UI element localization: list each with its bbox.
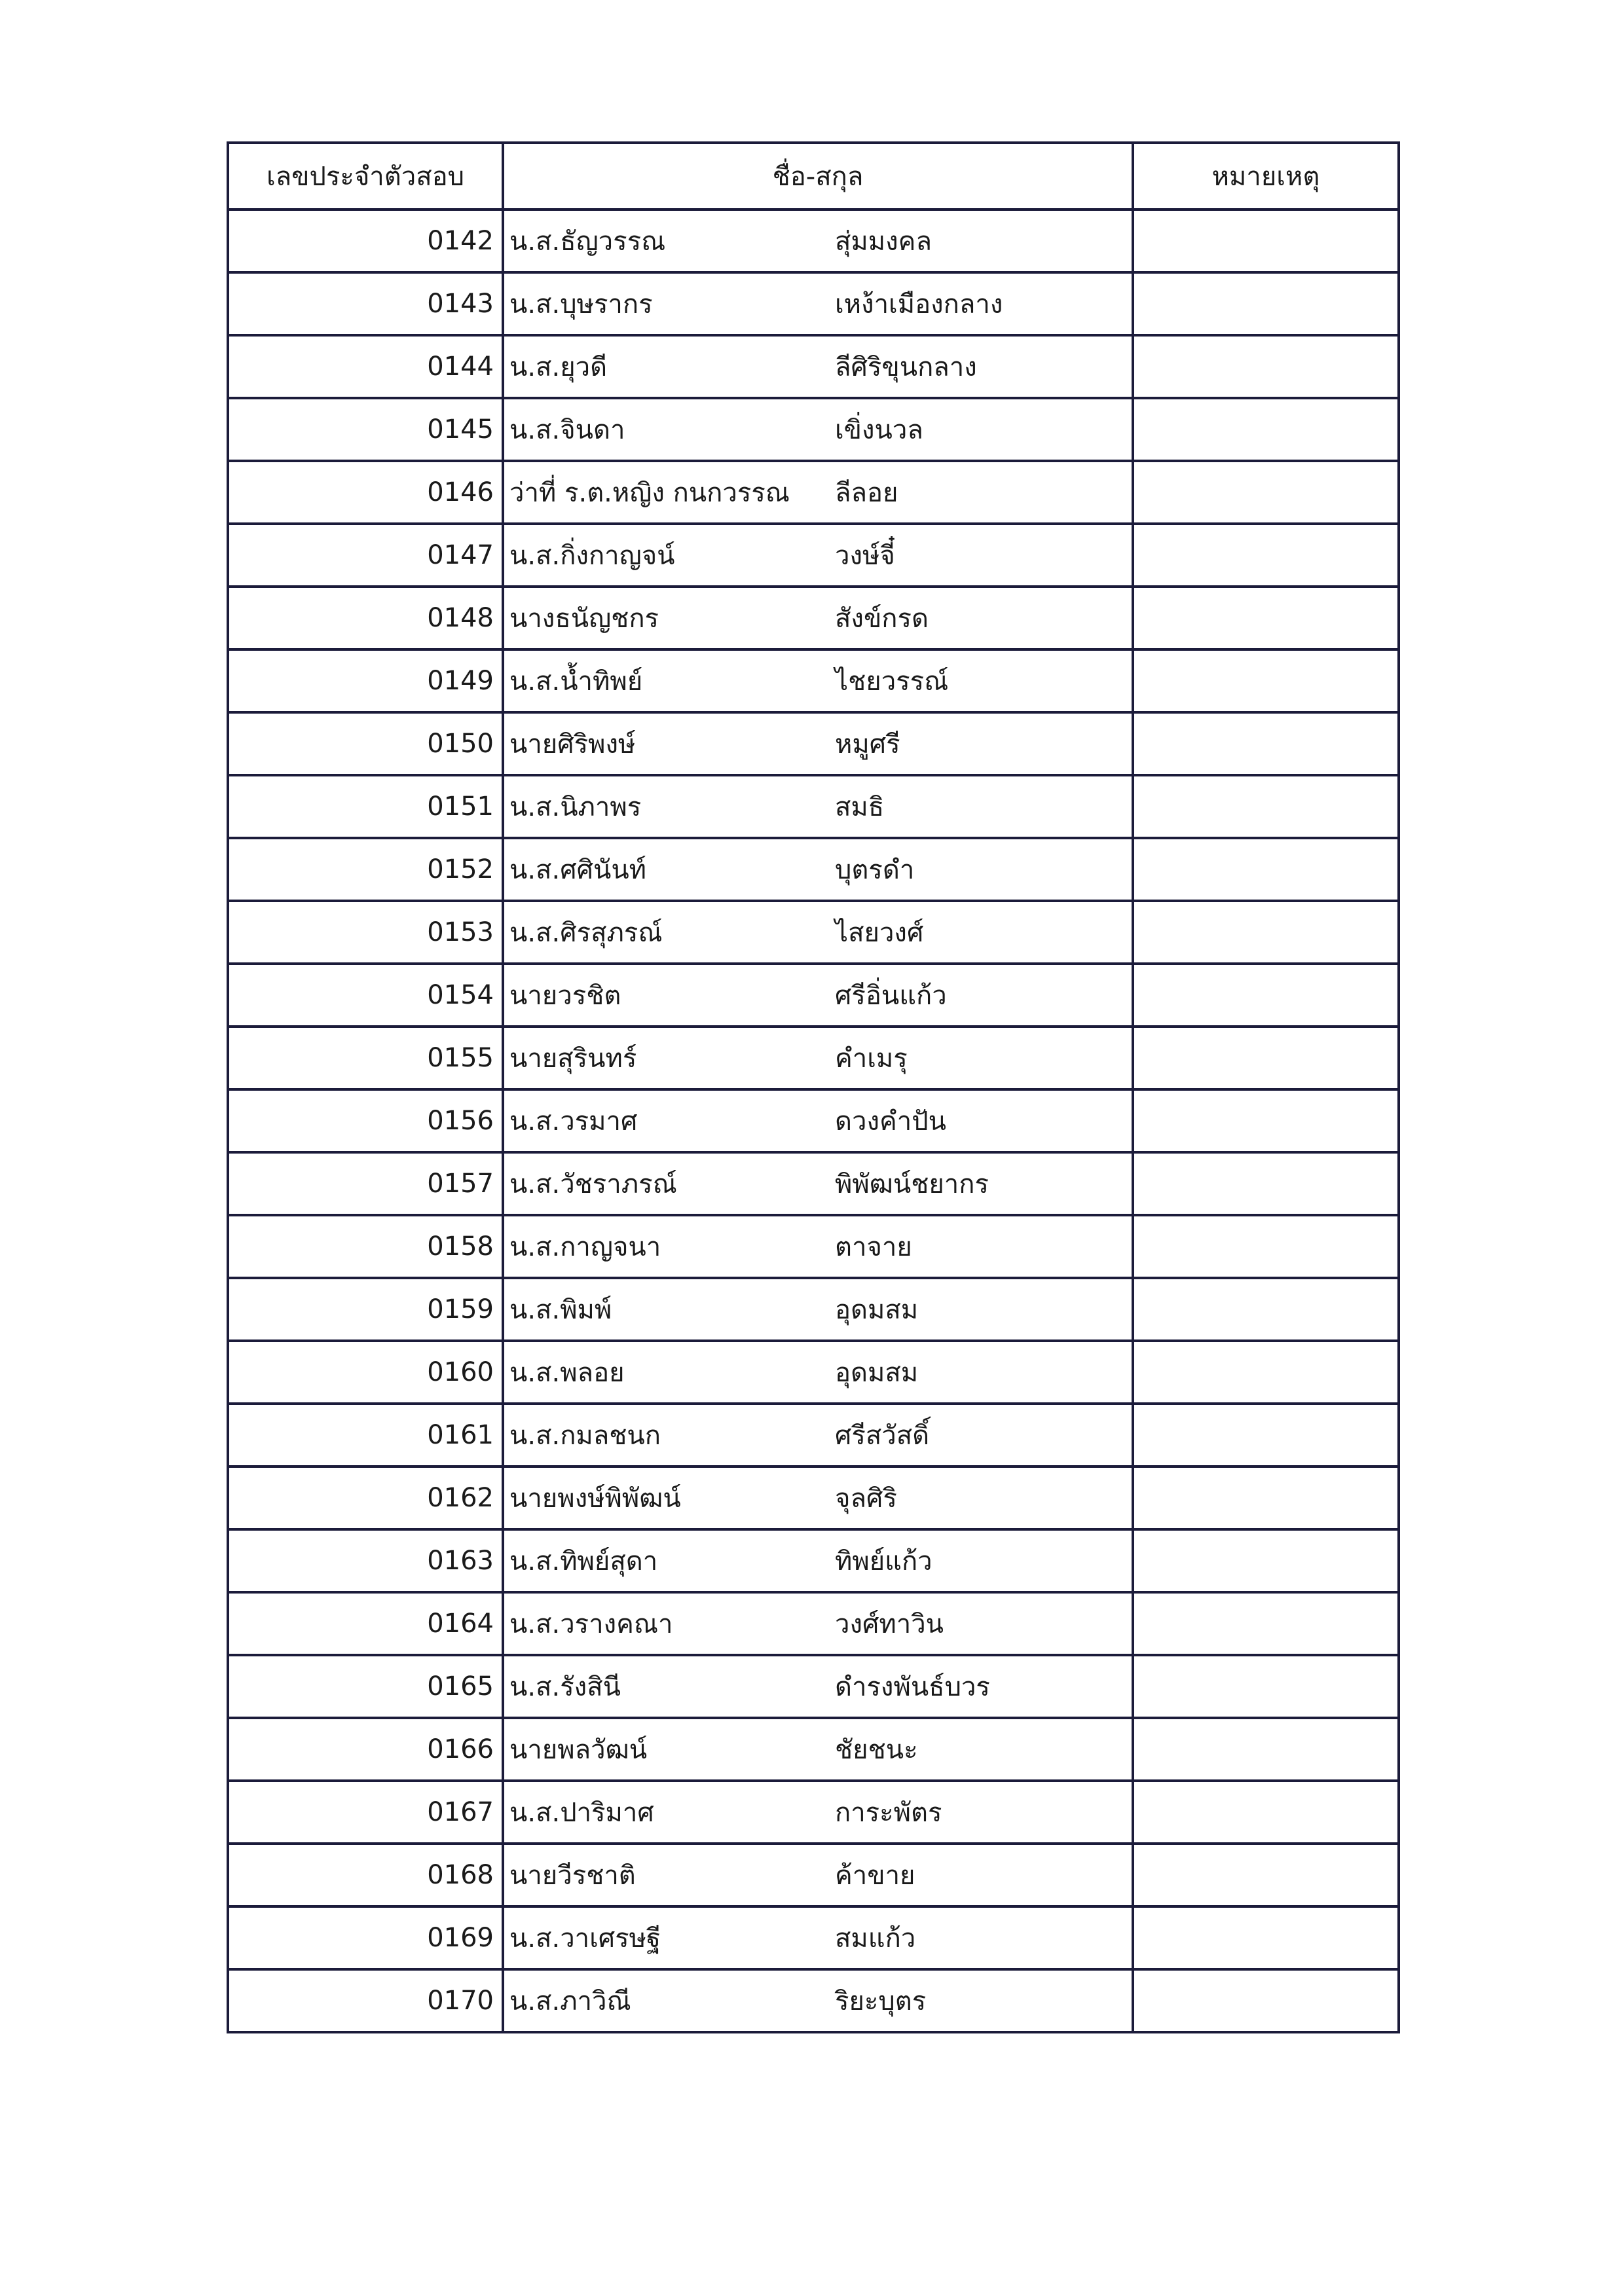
exam-id-cell: 0153 <box>228 901 503 964</box>
remarks-cell <box>1133 1089 1399 1152</box>
table-header-row <box>228 143 1399 210</box>
first-name: นายวรชิต <box>509 981 621 1011</box>
full-name-cell <box>503 838 1133 901</box>
remarks-cell <box>1133 838 1399 901</box>
first-name: นายพลวัฒน์ <box>509 1735 648 1765</box>
remarks-cell <box>1133 1215 1399 1278</box>
last-name: บุตรดำ <box>835 855 915 885</box>
full-name-cell <box>503 1152 1133 1215</box>
remarks-cell <box>1133 1844 1399 1906</box>
last-name: คำเมรุ <box>835 1044 908 1074</box>
exam-id-cell: 0159 <box>228 1278 503 1341</box>
header-remarks: หมายเหตุ <box>1133 143 1399 210</box>
table-body <box>228 210 1399 2032</box>
exam-id-cell: 0169 <box>228 1906 503 1969</box>
last-name: พิพัฒน์ชยากร <box>835 1169 989 1199</box>
last-name: จุลศิริ <box>835 1484 897 1514</box>
exam-id-cell: 0146 <box>228 461 503 524</box>
last-name: ค้าขาย <box>835 1861 915 1891</box>
last-name: สุ่มมงคล <box>835 227 932 257</box>
table-row <box>228 712 1399 775</box>
exam-id-cell: 0147 <box>228 524 503 587</box>
full-name-cell <box>503 1404 1133 1467</box>
remarks-cell <box>1133 1592 1399 1655</box>
exam-id-cell: 0151 <box>228 775 503 838</box>
exam-id-cell: 0160 <box>228 1341 503 1404</box>
remarks-cell <box>1133 649 1399 712</box>
table-row <box>228 1655 1399 1718</box>
remarks-cell <box>1133 398 1399 461</box>
exam-id-cell: 0158 <box>228 1215 503 1278</box>
remarks-cell <box>1133 1027 1399 1089</box>
table-row <box>228 587 1399 649</box>
first-name: น.ส.ปาริมาศ <box>509 1798 654 1828</box>
first-name: นางธนัญชกร <box>509 604 659 634</box>
last-name: ริยะบุตร <box>835 1986 927 2016</box>
table-row <box>228 1844 1399 1906</box>
table-row <box>228 1781 1399 1844</box>
exam-id-cell: 0162 <box>228 1467 503 1529</box>
full-name-cell <box>503 335 1133 398</box>
exam-id-cell: 0155 <box>228 1027 503 1089</box>
table-row <box>228 335 1399 398</box>
table-row <box>228 775 1399 838</box>
remarks-cell <box>1133 1969 1399 2032</box>
first-name: น.ส.พลอย <box>509 1358 625 1388</box>
first-name: น.ส.ทิพย์สุดา <box>509 1546 658 1576</box>
first-name: น.ส.วัชราภรณ์ <box>509 1169 677 1199</box>
remarks-cell <box>1133 1467 1399 1529</box>
full-name-cell <box>503 524 1133 587</box>
last-name: ตาจาย <box>835 1232 912 1262</box>
table-row <box>228 1592 1399 1655</box>
table-row <box>228 1718 1399 1781</box>
remarks-cell <box>1133 1152 1399 1215</box>
remarks-cell <box>1133 272 1399 335</box>
full-name-cell <box>503 649 1133 712</box>
remarks-cell <box>1133 210 1399 272</box>
first-name: น.ส.กาญจนา <box>509 1232 661 1262</box>
first-name: นายพงษ์พิพัฒน์ <box>509 1484 681 1514</box>
full-name-cell <box>503 1027 1133 1089</box>
remarks-cell <box>1133 1341 1399 1404</box>
table-row <box>228 1278 1399 1341</box>
exam-id-cell: 0166 <box>228 1718 503 1781</box>
last-name: ลีศิริขุนกลาง <box>835 352 977 382</box>
last-name: ดวงคำปัน <box>835 1106 946 1137</box>
last-name: ศรีสวัสดิ์ <box>835 1421 930 1451</box>
first-name: นายวีรชาติ <box>509 1861 636 1891</box>
exam-id-cell: 0150 <box>228 712 503 775</box>
remarks-cell <box>1133 1529 1399 1592</box>
last-name: ไชยวรรณ์ <box>835 666 949 697</box>
full-name-cell <box>503 398 1133 461</box>
full-name-cell <box>503 712 1133 775</box>
exam-id-cell: 0161 <box>228 1404 503 1467</box>
last-name: สมแก้ว <box>835 1923 916 1954</box>
full-name-cell <box>503 1969 1133 2032</box>
table-row <box>228 210 1399 272</box>
table-row <box>228 524 1399 587</box>
full-name-cell <box>503 1906 1133 1969</box>
last-name: การะพัตร <box>835 1798 942 1828</box>
table-row <box>228 1467 1399 1529</box>
table-row <box>228 1906 1399 1969</box>
first-name: น.ส.รังสินี <box>509 1672 621 1702</box>
remarks-cell <box>1133 964 1399 1027</box>
first-name: น.ส.พิมพ์ <box>509 1295 612 1325</box>
exam-id-cell: 0170 <box>228 1969 503 2032</box>
remarks-cell <box>1133 1655 1399 1718</box>
remarks-cell <box>1133 901 1399 964</box>
last-name: สังข์กรด <box>835 604 929 634</box>
exam-id-cell: 0163 <box>228 1529 503 1592</box>
full-name-cell <box>503 964 1133 1027</box>
table-row <box>228 1969 1399 2032</box>
first-name: น.ส.วรมาศ <box>509 1106 638 1137</box>
first-name: น.ส.ศิรสุภรณ์ <box>509 918 663 948</box>
full-name-cell <box>503 1781 1133 1844</box>
exam-id-cell: 0142 <box>228 210 503 272</box>
last-name: วงษ์จี๋ <box>835 541 895 571</box>
first-name: น.ส.ศศินันท์ <box>509 855 647 885</box>
remarks-cell <box>1133 461 1399 524</box>
exam-id-cell: 0165 <box>228 1655 503 1718</box>
table-row <box>228 1152 1399 1215</box>
full-name-cell <box>503 1655 1133 1718</box>
first-name: น.ส.กิ่งกาญจน์ <box>509 541 675 571</box>
table-row <box>228 964 1399 1027</box>
last-name: ไสยวงศ์ <box>835 918 924 948</box>
exam-id-cell: 0156 <box>228 1089 503 1152</box>
full-name-cell <box>503 1341 1133 1404</box>
table-row <box>228 901 1399 964</box>
first-name: น.ส.ภาวิณี <box>509 1986 631 2016</box>
first-name: น.ส.ยุวดี <box>509 352 608 382</box>
table-row <box>228 649 1399 712</box>
last-name: ชัยชนะ <box>835 1735 918 1765</box>
remarks-cell <box>1133 1278 1399 1341</box>
exam-id-cell: 0168 <box>228 1844 503 1906</box>
candidate-table <box>227 141 1400 2033</box>
last-name: ดำรงพันธ์บวร <box>835 1672 990 1702</box>
full-name-cell <box>503 775 1133 838</box>
first-name: น.ส.วาเศรษฐี <box>509 1923 661 1954</box>
full-name-cell <box>503 1592 1133 1655</box>
full-name-cell <box>503 1278 1133 1341</box>
first-name: น.ส.วรางคณา <box>509 1609 673 1639</box>
full-name-cell <box>503 1844 1133 1906</box>
last-name: ลีลอย <box>835 478 898 508</box>
last-name: วงศ์ทาวิน <box>835 1609 944 1639</box>
full-name-cell <box>503 461 1133 524</box>
full-name-cell <box>503 1529 1133 1592</box>
remarks-cell <box>1133 1404 1399 1467</box>
remarks-cell <box>1133 524 1399 587</box>
last-name: เหง้าเมืองกลาง <box>835 289 1003 319</box>
full-name-cell <box>503 272 1133 335</box>
last-name: หมูศรี <box>835 729 900 759</box>
first-name: น.ส.กมลชนก <box>509 1421 661 1451</box>
first-name: น.ส.บุษรากร <box>509 289 653 319</box>
table-row <box>228 461 1399 524</box>
header-full-name: ชื่อ-สกุล <box>503 143 1133 210</box>
exam-id-cell: 0144 <box>228 335 503 398</box>
first-name: นายสุรินทร์ <box>509 1044 637 1074</box>
table-row <box>228 1027 1399 1089</box>
full-name-cell <box>503 210 1133 272</box>
last-name: อุดมสม <box>835 1295 919 1325</box>
table-row <box>228 1529 1399 1592</box>
table-row <box>228 1404 1399 1467</box>
exam-id-cell: 0154 <box>228 964 503 1027</box>
table-row <box>228 1215 1399 1278</box>
full-name-cell <box>503 1089 1133 1152</box>
first-name: น.ส.จินดา <box>509 415 625 445</box>
exam-id-cell: 0157 <box>228 1152 503 1215</box>
remarks-cell <box>1133 1781 1399 1844</box>
exam-id-cell: 0164 <box>228 1592 503 1655</box>
last-name: ทิพย์แก้ว <box>835 1546 932 1576</box>
remarks-cell <box>1133 587 1399 649</box>
table-row <box>228 398 1399 461</box>
table-row <box>228 1341 1399 1404</box>
exam-id-cell: 0149 <box>228 649 503 712</box>
full-name-cell <box>503 1718 1133 1781</box>
exam-id-cell: 0143 <box>228 272 503 335</box>
first-name: ว่าที่ ร.ต.หญิง กนกวรรณ <box>509 478 790 508</box>
exam-id-cell: 0145 <box>228 398 503 461</box>
first-name: น.ส.ธัญวรรณ <box>509 227 666 257</box>
remarks-cell <box>1133 335 1399 398</box>
table-row <box>228 838 1399 901</box>
last-name: เขิ่งนวล <box>835 415 923 445</box>
exam-id-cell: 0152 <box>228 838 503 901</box>
full-name-cell <box>503 901 1133 964</box>
full-name-cell <box>503 587 1133 649</box>
first-name: น.ส.นิภาพร <box>509 792 642 822</box>
full-name-cell <box>503 1215 1133 1278</box>
exam-id-cell: 0167 <box>228 1781 503 1844</box>
last-name: สมธิ <box>835 792 885 822</box>
exam-id-cell: 0148 <box>228 587 503 649</box>
first-name: น.ส.น้ำทิพย์ <box>509 666 643 697</box>
table-row <box>228 272 1399 335</box>
remarks-cell <box>1133 775 1399 838</box>
first-name: นายศิริพงษ์ <box>509 729 636 759</box>
last-name: อุดมสม <box>835 1358 919 1388</box>
last-name: ศรีอิ่นแก้ว <box>835 981 947 1011</box>
remarks-cell <box>1133 712 1399 775</box>
full-name-cell <box>503 1467 1133 1529</box>
remarks-cell <box>1133 1906 1399 1969</box>
table-row <box>228 1089 1399 1152</box>
remarks-cell <box>1133 1718 1399 1781</box>
header-exam-id: เลขประจำตัวสอบ <box>228 143 503 210</box>
